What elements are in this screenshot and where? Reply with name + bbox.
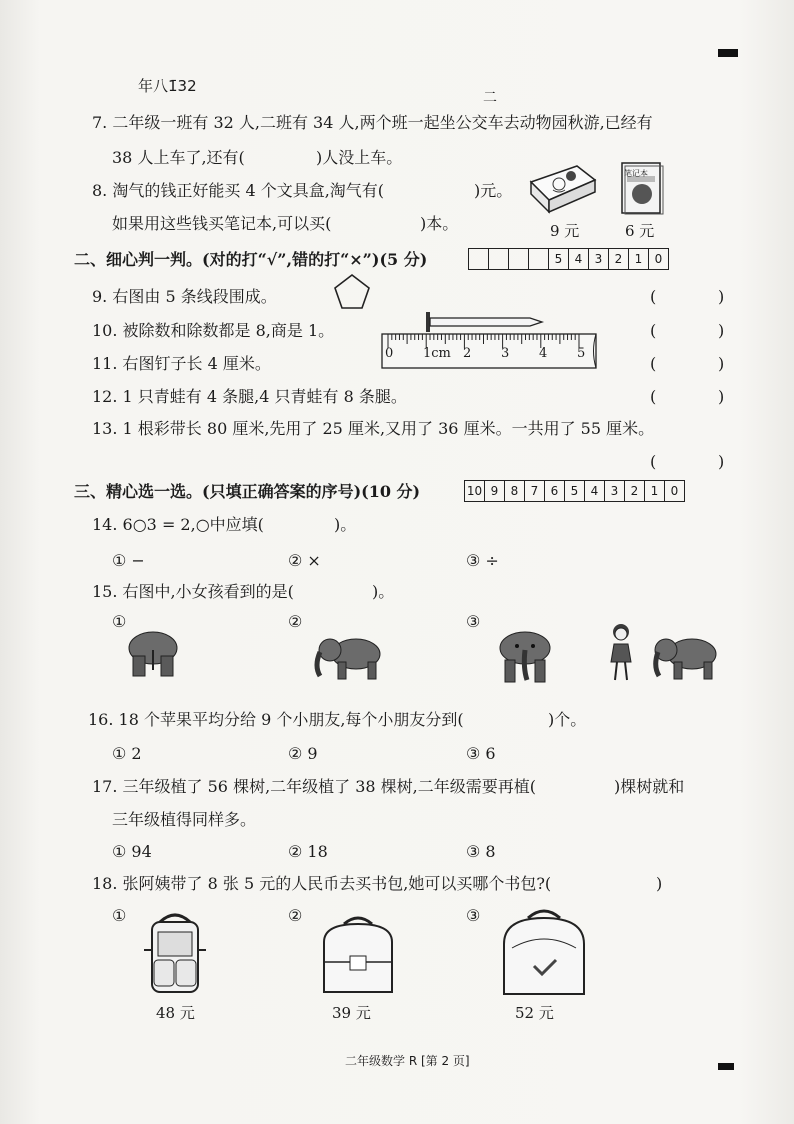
score-cell [508, 249, 528, 269]
judge-q11: 11. 右图钉子长 4 厘米。 [92, 354, 271, 373]
q15-stem-a: 15. 右图中,小女孩看到的是( [92, 582, 294, 601]
ruler-label-0: 0 [385, 346, 394, 361]
judge-q9: 9. 右图由 5 条线段围成。 [92, 287, 277, 306]
score-cell: 0 [648, 249, 668, 269]
score-cell: 5 [564, 481, 584, 501]
score-cell: 8 [504, 481, 524, 501]
q18-option-1[interactable]: ① [112, 906, 127, 925]
registration-mark-top [718, 49, 738, 57]
q17-option-1[interactable]: ① 94 [112, 842, 152, 861]
backpack-2-image [316, 912, 400, 998]
backpack-3-price: 52 元 [515, 1004, 554, 1022]
ruler-label-5: 5 [577, 346, 586, 361]
score-cell: 10 [466, 484, 483, 498]
q14-option-3[interactable]: ③ ÷ [466, 551, 499, 570]
score-cell [469, 249, 488, 269]
backpack-1-price: 48 元 [156, 1004, 195, 1022]
answer-paren-q10[interactable]: ( [650, 321, 657, 340]
q17-option-3[interactable]: ③ 8 [466, 842, 496, 861]
judge-q13: 13. 1 根彩带长 80 厘米,先用了 25 厘米,又用了 36 厘米。一共用了 55 厘米。 [92, 419, 655, 438]
ruler-label-4: 4 [539, 346, 548, 361]
elephant-front-view-image [496, 628, 554, 686]
q14-option-2[interactable]: ② × [288, 551, 321, 570]
score-cell [528, 249, 548, 269]
score-cell: 2 [608, 249, 628, 269]
judge-q10: 10. 被除数和除数都是 8,商是 1。 [92, 321, 335, 340]
score-cell: 1 [644, 481, 664, 501]
pencil-box-image [525, 160, 601, 216]
q16-option-2[interactable]: ② 9 [288, 744, 318, 763]
q15-option-3[interactable]: ③ [466, 612, 481, 631]
q7-line2-b: )人没上车。 [316, 148, 403, 167]
q15-option-2[interactable]: ② [288, 612, 303, 631]
q8-line2-b: )本。 [420, 214, 459, 233]
answer-paren-q13[interactable]: ( [650, 452, 657, 471]
score-cell [488, 249, 508, 269]
q14-stem-a: 14. 6○3 = 2,○中应填( [92, 515, 264, 534]
section-3-score-box [464, 480, 685, 502]
answer-paren-q11-close: ) [718, 354, 725, 373]
q18-stem: 18. 张阿姨带了 8 张 5 元的人民币去买书包,她可以买哪个书包?( [92, 874, 552, 893]
q16-stem-b: )个。 [548, 710, 587, 729]
elephant-side-view-right-image [652, 632, 724, 682]
q18-option-3[interactable]: ③ [466, 906, 481, 925]
q15-stem-b: )。 [372, 582, 395, 601]
score-cell: 3 [588, 249, 608, 269]
answer-paren-q9-close: ) [718, 287, 725, 306]
q17-line1-b: )棵树就和 [614, 777, 685, 796]
ruler-label-2: 2 [463, 346, 472, 361]
page-footer: 二年级数学 R [第 2 页] [345, 1054, 470, 1068]
pencil-box-price: 9 元 [550, 222, 580, 240]
elephant-side-view-left-image [312, 632, 384, 682]
q16-option-1[interactable]: ① 2 [112, 744, 142, 763]
ruler-with-nail [380, 306, 602, 372]
section-2-title: 二、细心判一判。(对的打“√”,错的打“×”)(5 分) [74, 250, 428, 269]
score-cell: 7 [524, 481, 544, 501]
girl-image [606, 622, 636, 686]
q17-line1-a: 17. 三年级植了 56 棵树,二年级植了 38 棵树,二年级需要再植( [92, 777, 537, 796]
ruler-label-3: 3 [501, 346, 510, 361]
header-dash: 二 [483, 90, 497, 106]
answer-paren-q10-close: ) [718, 321, 725, 340]
q8-line1-b: )元。 [474, 181, 513, 200]
score-cell: 6 [544, 481, 564, 501]
elephant-back-view-image [124, 628, 182, 678]
q17-line2: 三年级植得同样多。 [112, 810, 257, 829]
ruler-label-1: 1cm [423, 346, 451, 361]
score-cell: 1 [628, 249, 648, 269]
answer-paren-q9[interactable]: ( [650, 287, 657, 306]
answer-paren-q12[interactable]: ( [650, 387, 657, 406]
notebook-label: 笔记本 [624, 169, 648, 178]
q14-stem-b: )。 [334, 515, 357, 534]
score-cell: 5 [548, 249, 568, 269]
backpack-1-image [140, 910, 210, 998]
answer-paren-q13-close: ) [718, 452, 725, 471]
q17-option-2[interactable]: ② 18 [288, 842, 328, 861]
pentagon-figure [332, 272, 372, 312]
notebook-price: 6 元 [625, 222, 655, 240]
q8-line2-a: 如果用这些钱买笔记本,可以买( [112, 214, 332, 233]
q14-option-1[interactable]: ① − [112, 551, 145, 570]
q8-line1-a: 8. 淘气的钱正好能买 4 个文具盒,淘气有( [92, 181, 385, 200]
section-3-title: 三、精心选一选。(只填正确答案的序号)(10 分) [74, 482, 421, 501]
score-cell: 4 [568, 249, 588, 269]
q7-line2-a: 38 人上车了,还有( [112, 148, 245, 167]
score-cell: 0 [664, 481, 684, 501]
answer-paren-q12-close: ) [718, 387, 725, 406]
q7-line1: 7. 二年级一班有 32 人,二班有 34 人,两个班一起坐公交车去动物园秋游,已经有 [92, 113, 653, 132]
q16-option-3[interactable]: ③ 6 [466, 744, 496, 763]
score-cell: 2 [624, 481, 644, 501]
score-cell: 3 [604, 481, 624, 501]
handwritten-header: 年八1̄32 [138, 77, 197, 95]
score-cell: 9 [484, 481, 504, 501]
q18-stem-b: ) [656, 874, 663, 893]
registration-mark-bottom [718, 1063, 734, 1070]
backpack-3-image [494, 904, 594, 1000]
section-2-score-box [468, 248, 669, 270]
answer-paren-q11[interactable]: ( [650, 354, 657, 373]
q16-stem-a: 16. 18 个苹果平均分给 9 个小朋友,每个小朋友分到( [88, 710, 464, 729]
judge-q12: 12. 1 只青蛙有 4 条腿,4 只青蛙有 8 条腿。 [92, 387, 407, 406]
backpack-2-price: 39 元 [332, 1004, 371, 1022]
score-cell: 4 [584, 481, 604, 501]
q15-option-1[interactable]: ① [112, 612, 127, 631]
q18-option-2[interactable]: ② [288, 906, 303, 925]
